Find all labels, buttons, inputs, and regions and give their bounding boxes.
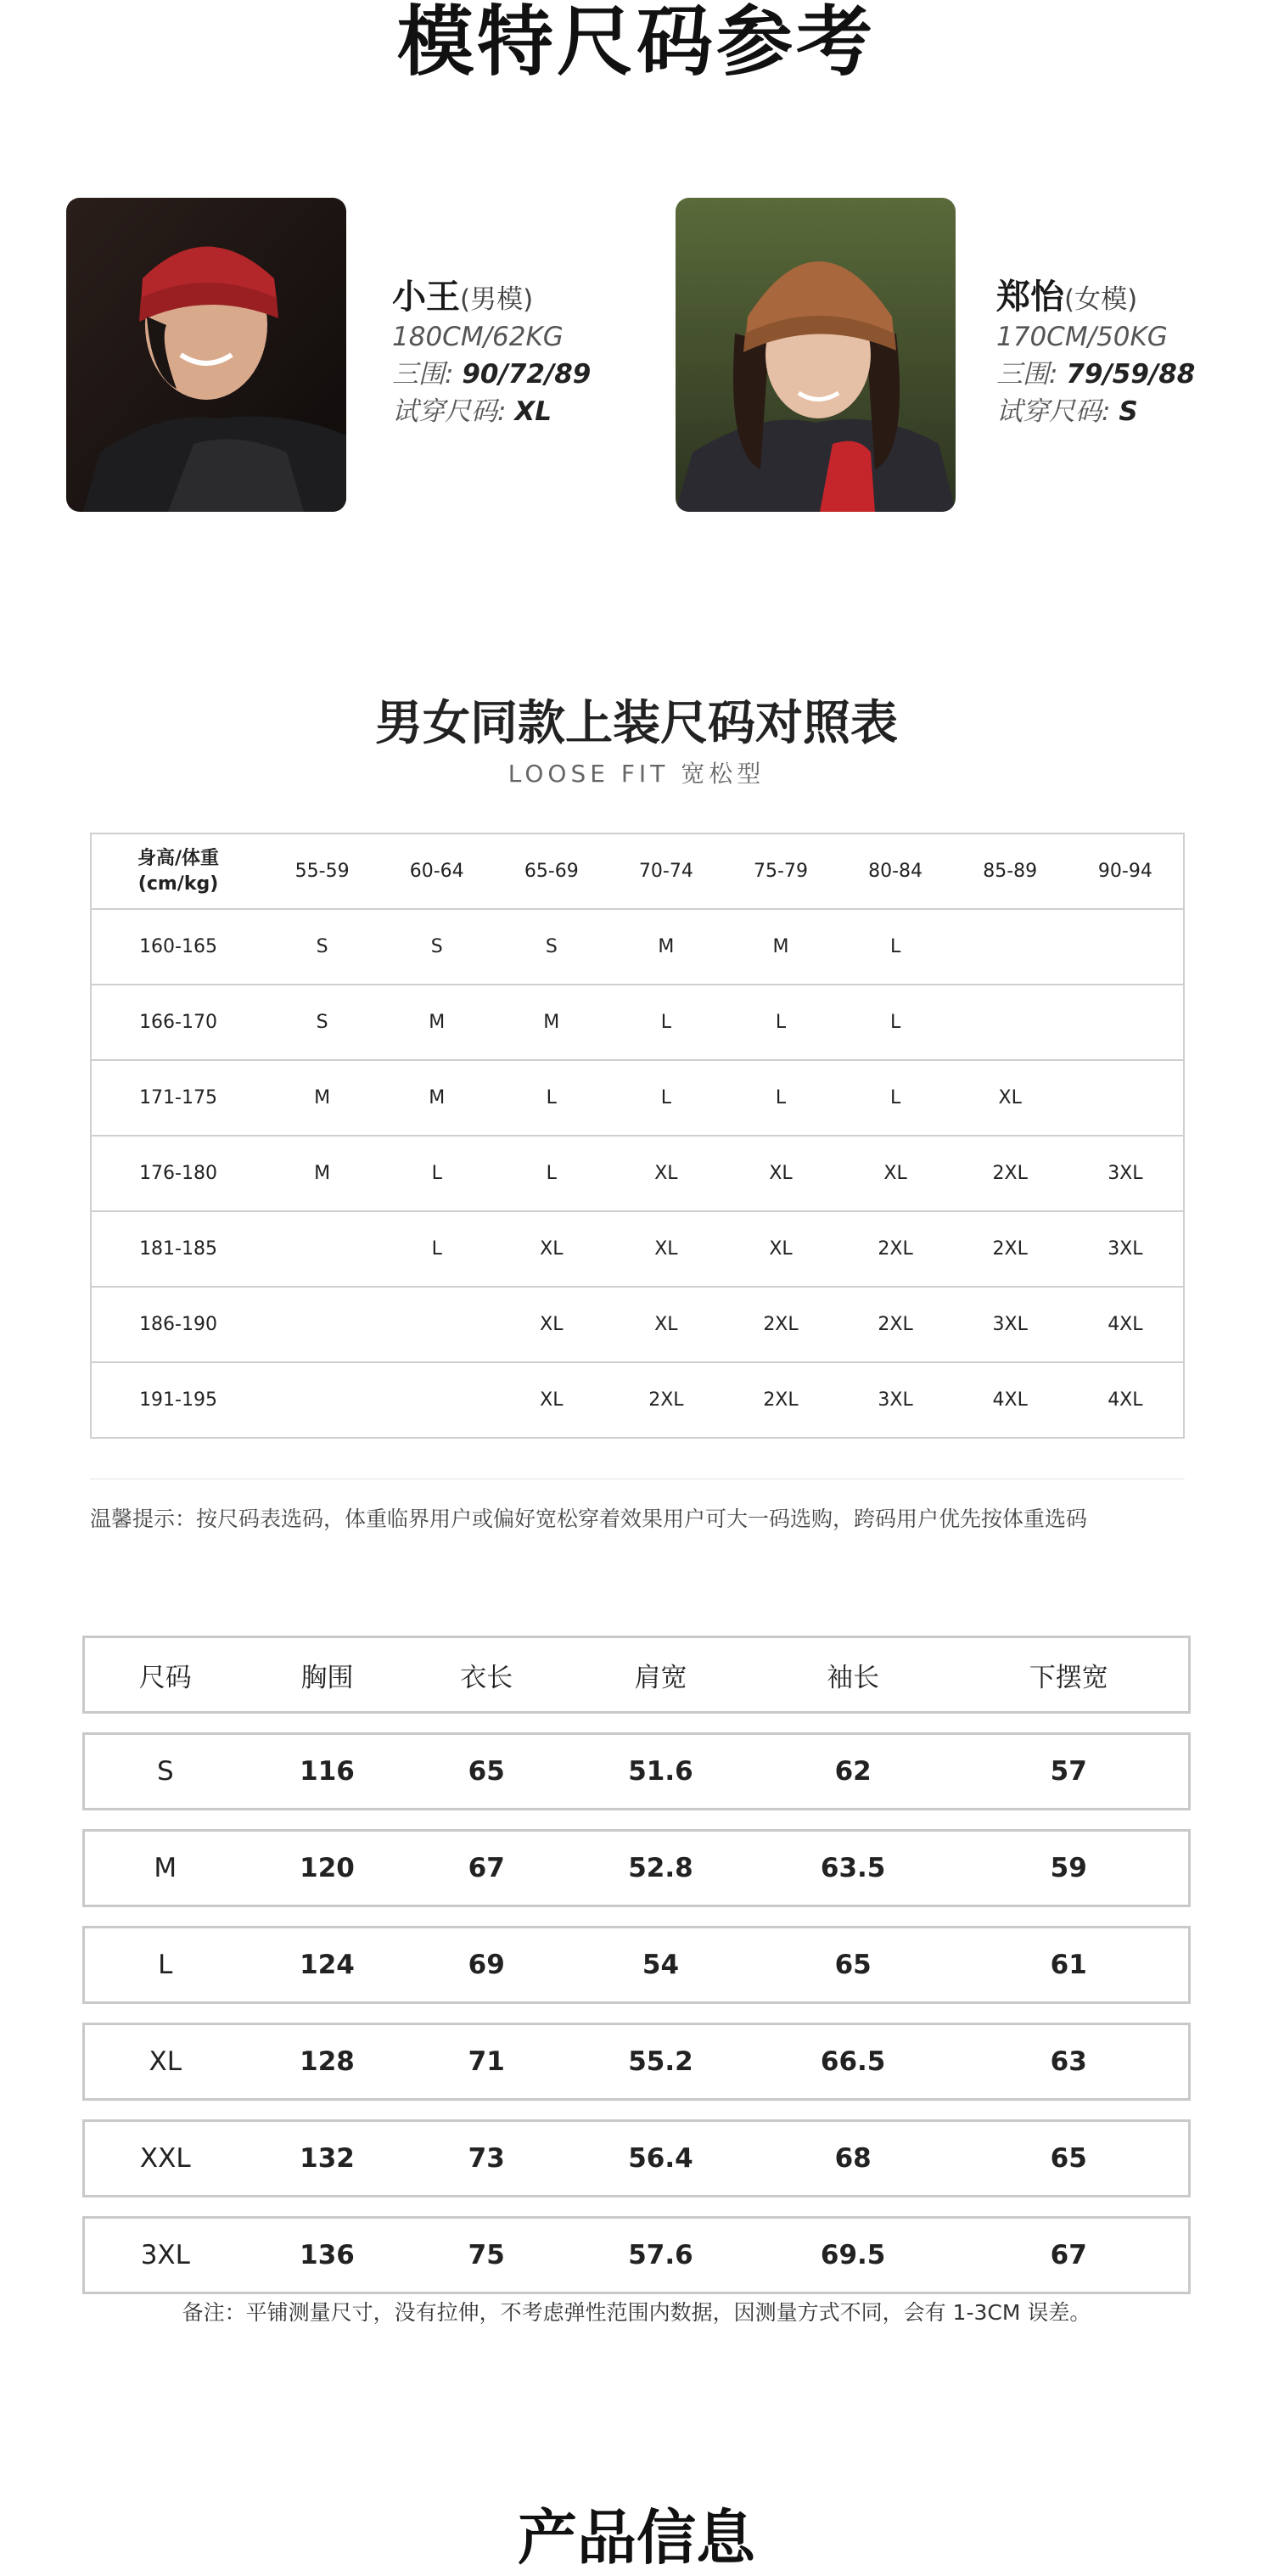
column-header: 尺码: [82, 1636, 246, 1714]
height-cell: 166-170: [91, 985, 265, 1060]
measure-value: 79/59/88: [1066, 359, 1196, 390]
measurement-cell: 55.2: [564, 2023, 757, 2101]
table-row: [91, 1060, 1184, 1136]
column-header: 胸围: [246, 1636, 409, 1714]
model-measurements: [996, 356, 1195, 393]
male-model-image: [66, 198, 346, 512]
size-cell: L: [723, 985, 838, 1060]
size-label-cell: S: [82, 1732, 246, 1810]
corner-label-line1: 身高/体重: [137, 847, 220, 869]
measurement-note: 备注：平铺测量尺寸，没有拉伸，不考虑弹性范围内数据，因测量方式不同，会有 1-3CM 误差。: [182, 2300, 1091, 2325]
size-cell: M: [494, 985, 608, 1060]
measurement-cell: 51.6: [564, 1732, 757, 1810]
size-cell: [379, 1362, 494, 1438]
size-cell: 4XL: [953, 1362, 1068, 1438]
model-photo-female: [676, 198, 956, 512]
size-cell: L: [494, 1060, 608, 1136]
size-cell: M: [265, 1136, 379, 1211]
size-cell: [1068, 985, 1184, 1060]
try-size-value: XL: [514, 396, 552, 427]
size-cell: [265, 1211, 379, 1287]
measurement-cell: 65: [949, 2119, 1191, 2197]
model-height-weight: 180CM/62KG: [392, 322, 564, 352]
size-chart-title: 男女同款上装尺码对照表: [375, 696, 898, 751]
size-cell: 4XL: [1068, 1287, 1184, 1362]
table-row: [91, 909, 1184, 985]
try-size-label: 试穿尺码:: [392, 396, 515, 427]
measurement-cell: 132: [246, 2119, 409, 2197]
size-cell: [953, 985, 1068, 1060]
measurement-cell: 67: [408, 1829, 564, 1907]
measurement-cell: 124: [246, 1926, 409, 2004]
measurement-cell: 66.5: [757, 2023, 950, 2101]
size-cell: 3XL: [838, 1362, 953, 1438]
height-cell: 181-185: [91, 1211, 265, 1287]
measurement-cell: 59: [949, 1829, 1191, 1907]
model-try-size: [392, 393, 591, 430]
size-cell: [379, 1287, 494, 1362]
size-cell: XL: [494, 1287, 608, 1362]
size-cell: 2XL: [723, 1362, 838, 1438]
size-cell: M: [265, 1060, 379, 1136]
measurement-cell: 57: [949, 1732, 1191, 1810]
size-cell: M: [379, 1060, 494, 1136]
height-cell: 186-190: [91, 1287, 265, 1362]
column-header: 袖长: [757, 1636, 950, 1714]
size-cell: 3XL: [953, 1287, 1068, 1362]
measurement-cell: 68: [757, 2119, 950, 2197]
size-cell: 2XL: [953, 1211, 1068, 1287]
height-cell: 171-175: [91, 1060, 265, 1136]
size-cell: 4XL: [1068, 1362, 1184, 1438]
size-cell: 3XL: [1068, 1211, 1184, 1287]
measure-label: 三围:: [996, 359, 1067, 390]
size-label-cell: XL: [82, 2023, 246, 2101]
measurement-cell: 73: [408, 2119, 564, 2197]
model-info-female: [996, 270, 1195, 430]
size-cell: L: [608, 985, 723, 1060]
measurement-cell: 57.6: [564, 2216, 757, 2294]
height-cell: 176-180: [91, 1136, 265, 1211]
measurement-cell: 56.4: [564, 2119, 757, 2197]
measurement-cell: 65: [757, 1926, 950, 2004]
height-cell: 160-165: [91, 909, 265, 985]
measurement-cell: 69: [408, 1926, 564, 2004]
table-row: [91, 1136, 1184, 1211]
weight-header: 65-69: [494, 833, 608, 909]
size-cell: L: [838, 909, 953, 985]
size-cell: XL: [608, 1287, 723, 1362]
measurement-cell: 63: [949, 2023, 1191, 2101]
measurement-cell: 52.8: [564, 1829, 757, 1907]
measurement-cell: 116: [246, 1732, 409, 1810]
size-cell: 2XL: [723, 1287, 838, 1362]
size-cell: L: [608, 1060, 723, 1136]
table-row: [82, 2023, 1191, 2101]
size-cell: 3XL: [1068, 1136, 1184, 1211]
weight-header: 55-59: [265, 833, 379, 909]
female-model-image: [676, 198, 956, 512]
size-cell: S: [265, 909, 379, 985]
model-name: 小王: [392, 278, 460, 317]
measurement-cell: 136: [246, 2216, 409, 2294]
size-cell: M: [608, 909, 723, 985]
model-gender-tag: (女模): [1064, 284, 1138, 315]
measurement-cell: 75: [408, 2216, 564, 2294]
size-cell: XL: [838, 1136, 953, 1211]
model-info-male: [392, 270, 591, 430]
size-cell: XL: [494, 1211, 608, 1287]
measurement-cell: 54: [564, 1926, 757, 2004]
table-row: [91, 1362, 1184, 1438]
measurement-cell: 120: [246, 1829, 409, 1907]
table-row: [82, 1829, 1191, 1907]
page-title: 模特尺码参考: [397, 0, 876, 87]
size-cell: XL: [494, 1362, 608, 1438]
size-cell: L: [379, 1136, 494, 1211]
column-header: 肩宽: [564, 1636, 757, 1714]
measurement-cell: 65: [408, 1732, 564, 1810]
size-cell: [265, 1287, 379, 1362]
model-try-size: [996, 393, 1195, 430]
measure-label: 三围:: [392, 359, 463, 390]
size-cell: L: [723, 1060, 838, 1136]
model-height-weight: 170CM/50KG: [996, 322, 1168, 352]
model-name: 郑怡: [996, 278, 1064, 317]
product-info-title: 产品信息: [518, 2503, 755, 2573]
height-weight-size-table: [90, 833, 1185, 1439]
table-row: [82, 1926, 1191, 2004]
garment-measurement-table: [82, 1617, 1191, 2313]
size-cell: XL: [608, 1211, 723, 1287]
size-chart-subtitle: LOOSE FIT 宽松型: [508, 760, 765, 788]
try-size-label: 试穿尺码:: [996, 396, 1119, 427]
size-cell: L: [379, 1211, 494, 1287]
table-row: [82, 2119, 1191, 2197]
size-cell: [1068, 1060, 1184, 1136]
size-cell: XL: [608, 1136, 723, 1211]
weight-header: 70-74: [608, 833, 723, 909]
model-photo-male: [66, 198, 346, 512]
measurement-cell: 69.5: [757, 2216, 950, 2294]
measurement-cell: 63.5: [757, 1829, 950, 1907]
column-header: 下摆宽: [949, 1636, 1191, 1714]
weight-header: 85-89: [953, 833, 1068, 909]
measurement-cell: 62: [757, 1732, 950, 1810]
size-cell: 2XL: [838, 1211, 953, 1287]
weight-header: 80-84: [838, 833, 953, 909]
size-label-cell: L: [82, 1926, 246, 2004]
table-row: [82, 2216, 1191, 2294]
model-name-male: [392, 270, 591, 318]
measurement-cell: 71: [408, 2023, 564, 2101]
size-cell: L: [838, 1060, 953, 1136]
measurement-cell: 61: [949, 1926, 1191, 2004]
weight-header: 60-64: [379, 833, 494, 909]
try-size-value: S: [1119, 396, 1138, 427]
size-cell: XL: [723, 1211, 838, 1287]
size-hint: 温馨提示：按尺码表选码，体重临界用户或偏好宽松穿着效果用户可大一码选购，跨码用户优先按体重选码: [90, 1507, 1088, 1531]
table-row: [91, 1211, 1184, 1287]
table-row: [82, 1732, 1191, 1810]
weight-header: 90-94: [1068, 833, 1184, 909]
size-cell: M: [379, 985, 494, 1060]
size-cell: S: [265, 985, 379, 1060]
size-label-cell: M: [82, 1829, 246, 1907]
size-cell: 2XL: [838, 1287, 953, 1362]
size-cell: XL: [953, 1060, 1068, 1136]
measurement-cell: 128: [246, 2023, 409, 2101]
table-row: [91, 1287, 1184, 1362]
size-label-cell: 3XL: [82, 2216, 246, 2294]
size-cell: S: [494, 909, 608, 985]
model-gender-tag: (男模): [460, 284, 534, 315]
corner-header: [91, 833, 265, 909]
size-cell: L: [838, 985, 953, 1060]
size-cell: M: [723, 909, 838, 985]
size-cell: S: [379, 909, 494, 985]
size-cell: 2XL: [953, 1136, 1068, 1211]
table-header-row: [82, 1636, 1191, 1714]
model-measurements: [392, 356, 591, 393]
size-cell: [265, 1362, 379, 1438]
column-header: 衣长: [408, 1636, 564, 1714]
size-cell: [1068, 909, 1184, 985]
weight-header: 75-79: [723, 833, 838, 909]
size-cell: [953, 909, 1068, 985]
measurement-cell: 67: [949, 2216, 1191, 2294]
measure-value: 90/72/89: [462, 359, 592, 390]
table-row: [91, 985, 1184, 1060]
table-header-row: [91, 833, 1184, 909]
size-cell: 2XL: [608, 1362, 723, 1438]
size-cell: XL: [723, 1136, 838, 1211]
corner-label-line2: (cm/kg): [137, 873, 219, 895]
size-label-cell: XXL: [82, 2119, 246, 2197]
model-name-female: [996, 270, 1195, 318]
size-cell: L: [494, 1136, 608, 1211]
height-cell: 191-195: [91, 1362, 265, 1438]
